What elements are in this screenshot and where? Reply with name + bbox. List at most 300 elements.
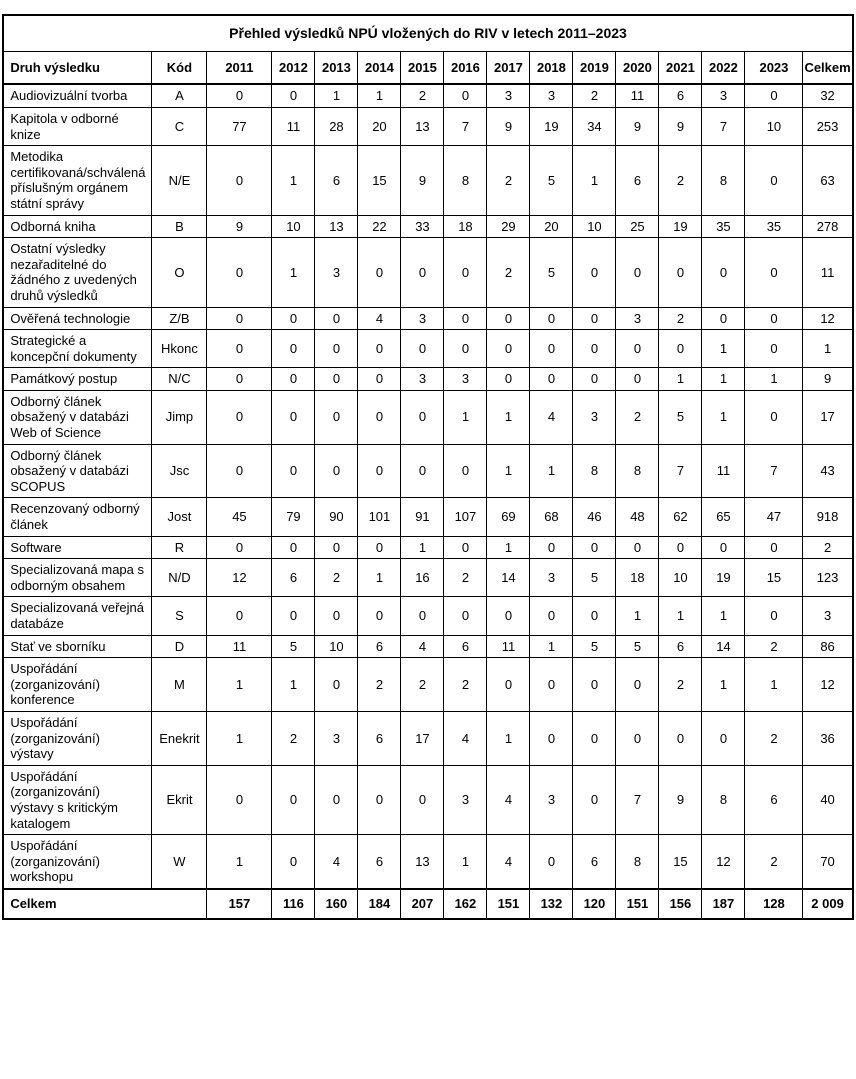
year-value-cell: 0 <box>358 330 401 368</box>
year-value-cell: 1 <box>487 711 530 765</box>
year-value-cell: 0 <box>358 368 401 391</box>
result-type-cell: Ověřená technologie <box>3 307 152 330</box>
year-value-cell: 0 <box>207 146 272 215</box>
total-year-value-cell: 132 <box>530 889 573 919</box>
year-value-cell: 0 <box>315 597 358 635</box>
year-value-cell: 0 <box>659 711 702 765</box>
year-value-cell: 0 <box>444 597 487 635</box>
year-value-cell: 0 <box>315 368 358 391</box>
year-value-cell: 46 <box>573 498 616 536</box>
grand-total-cell: 2 009 <box>803 889 853 919</box>
code-cell: B <box>152 215 207 238</box>
year-value-cell: 0 <box>207 238 272 307</box>
table-row <box>3 238 852 307</box>
year-value-cell: 4 <box>487 765 530 834</box>
year-value-cell: 2 <box>315 559 358 597</box>
year-value-cell: 12 <box>207 559 272 597</box>
year-value-cell: 3 <box>315 711 358 765</box>
year-value-cell: 0 <box>487 307 530 330</box>
table-row <box>3 658 852 712</box>
year-value-cell: 0 <box>207 444 272 498</box>
year-value-cell: 0 <box>745 307 803 330</box>
year-value-cell: 6 <box>659 84 702 107</box>
year-value-cell: 0 <box>315 765 358 834</box>
year-value-cell: 1 <box>358 84 401 107</box>
year-value-cell: 0 <box>444 330 487 368</box>
total-year-value-cell: 116 <box>272 889 315 919</box>
year-value-cell: 5 <box>616 635 659 658</box>
year-value-cell: 0 <box>616 330 659 368</box>
year-value-cell: 0 <box>573 536 616 559</box>
result-type-cell: Recenzovaný odborný článek <box>3 498 152 536</box>
year-value-cell: 0 <box>315 330 358 368</box>
row-total-cell: 918 <box>803 498 853 536</box>
year-value-cell: 0 <box>487 330 530 368</box>
year-value-cell: 0 <box>616 368 659 391</box>
result-type-cell: Památkový postup <box>3 368 152 391</box>
year-value-cell: 13 <box>401 107 444 145</box>
code-cell: N/C <box>152 368 207 391</box>
result-type-cell: Odborný článek obsažený v databázi SCOPUS <box>3 444 152 498</box>
column-header-year-2012: 2012 <box>272 51 315 84</box>
table-row <box>3 146 852 215</box>
code-cell: Jost <box>152 498 207 536</box>
year-value-cell: 1 <box>487 444 530 498</box>
year-value-cell: 1 <box>702 368 745 391</box>
year-value-cell: 0 <box>573 658 616 712</box>
year-value-cell: 4 <box>358 307 401 330</box>
year-value-cell: 0 <box>444 307 487 330</box>
year-value-cell: 9 <box>659 765 702 834</box>
year-value-cell: 5 <box>573 559 616 597</box>
year-value-cell: 5 <box>659 390 702 444</box>
year-value-cell: 1 <box>272 658 315 712</box>
year-value-cell: 0 <box>659 330 702 368</box>
total-year-value-cell: 151 <box>616 889 659 919</box>
year-value-cell: 101 <box>358 498 401 536</box>
year-value-cell: 2 <box>659 658 702 712</box>
result-type-cell: Odborný článek obsažený v databázi Web of Science <box>3 390 152 444</box>
row-total-cell: 278 <box>803 215 853 238</box>
year-value-cell: 0 <box>444 238 487 307</box>
year-value-cell: 2 <box>745 635 803 658</box>
year-value-cell: 9 <box>616 107 659 145</box>
total-label-cell: Celkem <box>3 889 207 919</box>
year-value-cell: 6 <box>444 635 487 658</box>
year-value-cell: 9 <box>401 146 444 215</box>
year-value-cell: 1 <box>530 635 573 658</box>
year-value-cell: 4 <box>315 835 358 889</box>
year-value-cell: 7 <box>616 765 659 834</box>
year-value-cell: 0 <box>401 390 444 444</box>
year-value-cell: 0 <box>745 146 803 215</box>
year-value-cell: 0 <box>315 390 358 444</box>
year-value-cell: 2 <box>444 559 487 597</box>
year-value-cell: 19 <box>702 559 745 597</box>
row-total-cell: 63 <box>803 146 853 215</box>
table-row <box>3 498 852 536</box>
year-value-cell: 0 <box>616 536 659 559</box>
column-header-code: Kód <box>152 51 207 84</box>
year-value-cell: 1 <box>315 84 358 107</box>
row-total-cell: 32 <box>803 84 853 107</box>
year-value-cell: 9 <box>659 107 702 145</box>
total-year-value-cell: 128 <box>745 889 803 919</box>
code-cell: R <box>152 536 207 559</box>
year-value-cell: 0 <box>573 307 616 330</box>
year-value-cell: 0 <box>487 368 530 391</box>
total-year-value-cell: 160 <box>315 889 358 919</box>
year-value-cell: 3 <box>401 307 444 330</box>
row-total-cell: 123 <box>803 559 853 597</box>
result-type-cell: Specializovaná veřejná databáze <box>3 597 152 635</box>
year-value-cell: 13 <box>315 215 358 238</box>
year-value-cell: 1 <box>702 330 745 368</box>
year-value-cell: 68 <box>530 498 573 536</box>
code-cell: N/E <box>152 146 207 215</box>
year-value-cell: 6 <box>616 146 659 215</box>
year-value-cell: 5 <box>272 635 315 658</box>
row-total-cell: 86 <box>803 635 853 658</box>
year-value-cell: 0 <box>401 765 444 834</box>
result-type-cell: Stať ve sborníku <box>3 635 152 658</box>
year-value-cell: 0 <box>530 711 573 765</box>
table-row <box>3 330 852 368</box>
year-value-cell: 1 <box>207 711 272 765</box>
year-value-cell: 3 <box>444 765 487 834</box>
row-total-cell: 3 <box>803 597 853 635</box>
year-value-cell: 0 <box>315 536 358 559</box>
year-value-cell: 15 <box>659 835 702 889</box>
year-value-cell: 0 <box>616 238 659 307</box>
year-value-cell: 3 <box>530 765 573 834</box>
year-value-cell: 4 <box>444 711 487 765</box>
total-year-value-cell: 162 <box>444 889 487 919</box>
year-value-cell: 0 <box>207 330 272 368</box>
year-value-cell: 1 <box>487 390 530 444</box>
year-value-cell: 0 <box>207 536 272 559</box>
table-row <box>3 536 852 559</box>
year-value-cell: 1 <box>444 835 487 889</box>
year-value-cell: 10 <box>573 215 616 238</box>
year-value-cell: 3 <box>401 368 444 391</box>
table-row <box>3 84 852 107</box>
year-value-cell: 0 <box>207 765 272 834</box>
year-value-cell: 0 <box>401 597 444 635</box>
year-value-cell: 0 <box>530 330 573 368</box>
row-total-cell: 36 <box>803 711 853 765</box>
year-value-cell: 65 <box>702 498 745 536</box>
year-value-cell: 6 <box>272 559 315 597</box>
year-value-cell: 0 <box>530 368 573 391</box>
year-value-cell: 2 <box>444 658 487 712</box>
result-type-cell: Strategické a koncepční dokumenty <box>3 330 152 368</box>
column-header-result-type: Druh výsledku <box>3 51 152 84</box>
year-value-cell: 1 <box>659 368 702 391</box>
row-total-cell: 9 <box>803 368 853 391</box>
year-value-cell: 0 <box>702 536 745 559</box>
year-value-cell: 0 <box>358 597 401 635</box>
year-value-cell: 19 <box>659 215 702 238</box>
year-value-cell: 3 <box>573 390 616 444</box>
code-cell: S <box>152 597 207 635</box>
column-header-year-2015: 2015 <box>401 51 444 84</box>
year-value-cell: 0 <box>573 711 616 765</box>
year-value-cell: 0 <box>272 368 315 391</box>
year-value-cell: 0 <box>530 658 573 712</box>
year-value-cell: 0 <box>444 84 487 107</box>
code-cell: Hkonc <box>152 330 207 368</box>
year-value-cell: 10 <box>659 559 702 597</box>
year-value-cell: 3 <box>315 238 358 307</box>
year-value-cell: 35 <box>745 215 803 238</box>
code-cell: Enekrit <box>152 711 207 765</box>
year-value-cell: 9 <box>487 107 530 145</box>
column-header-year-2011: 2011 <box>207 51 272 84</box>
code-cell: Jimp <box>152 390 207 444</box>
year-value-cell: 7 <box>702 107 745 145</box>
year-value-cell: 11 <box>487 635 530 658</box>
title-row <box>3 15 852 51</box>
row-total-cell: 17 <box>803 390 853 444</box>
year-value-cell: 13 <box>401 835 444 889</box>
table-row <box>3 635 852 658</box>
total-year-value-cell: 184 <box>358 889 401 919</box>
result-type-cell: Uspořádání (zorganizování) konference <box>3 658 152 712</box>
year-value-cell: 0 <box>573 765 616 834</box>
year-value-cell: 0 <box>745 597 803 635</box>
row-total-cell: 12 <box>803 307 853 330</box>
year-value-cell: 5 <box>530 238 573 307</box>
year-value-cell: 8 <box>616 835 659 889</box>
column-header-year-2022: 2022 <box>702 51 745 84</box>
total-row <box>3 889 852 919</box>
year-value-cell: 11 <box>272 107 315 145</box>
year-value-cell: 47 <box>745 498 803 536</box>
table-row <box>3 107 852 145</box>
year-value-cell: 8 <box>702 146 745 215</box>
year-value-cell: 2 <box>272 711 315 765</box>
year-value-cell: 11 <box>207 635 272 658</box>
column-header-year-2019: 2019 <box>573 51 616 84</box>
year-value-cell: 0 <box>745 84 803 107</box>
table-row <box>3 835 852 889</box>
total-year-value-cell: 157 <box>207 889 272 919</box>
year-value-cell: 90 <box>315 498 358 536</box>
year-value-cell: 20 <box>358 107 401 145</box>
code-cell: D <box>152 635 207 658</box>
year-value-cell: 29 <box>487 215 530 238</box>
year-value-cell: 2 <box>573 84 616 107</box>
year-value-cell: 3 <box>702 84 745 107</box>
year-value-cell: 0 <box>207 390 272 444</box>
table-row <box>3 765 852 834</box>
table-row <box>3 390 852 444</box>
column-header-row <box>3 51 852 84</box>
year-value-cell: 5 <box>530 146 573 215</box>
year-value-cell: 0 <box>745 390 803 444</box>
year-value-cell: 10 <box>272 215 315 238</box>
year-value-cell: 14 <box>487 559 530 597</box>
year-value-cell: 16 <box>401 559 444 597</box>
result-type-cell: Software <box>3 536 152 559</box>
code-cell: Ekrit <box>152 765 207 834</box>
year-value-cell: 3 <box>616 307 659 330</box>
year-value-cell: 1 <box>401 536 444 559</box>
year-value-cell: 2 <box>745 835 803 889</box>
column-header-year-2016: 2016 <box>444 51 487 84</box>
year-value-cell: 0 <box>745 330 803 368</box>
year-value-cell: 1 <box>272 146 315 215</box>
year-value-cell: 0 <box>401 238 444 307</box>
year-value-cell: 18 <box>616 559 659 597</box>
year-value-cell: 17 <box>401 711 444 765</box>
year-value-cell: 62 <box>659 498 702 536</box>
code-cell: A <box>152 84 207 107</box>
year-value-cell: 91 <box>401 498 444 536</box>
year-value-cell: 69 <box>487 498 530 536</box>
year-value-cell: 0 <box>358 765 401 834</box>
year-value-cell: 0 <box>272 597 315 635</box>
code-cell: Jsc <box>152 444 207 498</box>
year-value-cell: 0 <box>207 597 272 635</box>
year-value-cell: 2 <box>487 146 530 215</box>
year-value-cell: 1 <box>616 597 659 635</box>
year-value-cell: 6 <box>315 146 358 215</box>
year-value-cell: 107 <box>444 498 487 536</box>
year-value-cell: 10 <box>745 107 803 145</box>
year-value-cell: 33 <box>401 215 444 238</box>
column-header-year-2013: 2013 <box>315 51 358 84</box>
year-value-cell: 15 <box>745 559 803 597</box>
year-value-cell: 0 <box>659 238 702 307</box>
total-year-value-cell: 187 <box>702 889 745 919</box>
year-value-cell: 0 <box>272 307 315 330</box>
column-header-total: Celkem <box>803 51 853 84</box>
result-type-cell: Metodika certifikovaná/schválená příslušným orgánem státní správy <box>3 146 152 215</box>
table-row <box>3 368 852 391</box>
total-year-value-cell: 120 <box>573 889 616 919</box>
row-total-cell: 43 <box>803 444 853 498</box>
year-value-cell: 0 <box>616 711 659 765</box>
year-value-cell: 1 <box>207 658 272 712</box>
year-value-cell: 20 <box>530 215 573 238</box>
year-value-cell: 6 <box>358 635 401 658</box>
year-value-cell: 35 <box>702 215 745 238</box>
row-total-cell: 40 <box>803 765 853 834</box>
year-value-cell: 8 <box>616 444 659 498</box>
year-value-cell: 1 <box>272 238 315 307</box>
year-value-cell: 6 <box>745 765 803 834</box>
year-value-cell: 4 <box>530 390 573 444</box>
year-value-cell: 11 <box>616 84 659 107</box>
year-value-cell: 2 <box>616 390 659 444</box>
year-value-cell: 0 <box>702 307 745 330</box>
year-value-cell: 0 <box>659 536 702 559</box>
row-total-cell: 2 <box>803 536 853 559</box>
result-type-cell: Kapitola v odborné knize <box>3 107 152 145</box>
year-value-cell: 0 <box>573 238 616 307</box>
year-value-cell: 0 <box>573 597 616 635</box>
year-value-cell: 1 <box>358 559 401 597</box>
table-title: Přehled výsledků NPÚ vložených do RIV v letech 2011–2023 <box>3 15 852 51</box>
total-year-value-cell: 207 <box>401 889 444 919</box>
code-cell: W <box>152 835 207 889</box>
year-value-cell: 0 <box>272 765 315 834</box>
column-header-year-2020: 2020 <box>616 51 659 84</box>
year-value-cell: 0 <box>207 368 272 391</box>
year-value-cell: 0 <box>401 330 444 368</box>
year-value-cell: 0 <box>315 444 358 498</box>
year-value-cell: 0 <box>315 307 358 330</box>
year-value-cell: 7 <box>444 107 487 145</box>
year-value-cell: 1 <box>573 146 616 215</box>
year-value-cell: 6 <box>573 835 616 889</box>
row-total-cell: 70 <box>803 835 853 889</box>
code-cell: M <box>152 658 207 712</box>
column-header-year-2023: 2023 <box>745 51 803 84</box>
year-value-cell: 34 <box>573 107 616 145</box>
result-type-cell: Specializovaná mapa s odborným obsahem <box>3 559 152 597</box>
year-value-cell: 4 <box>401 635 444 658</box>
year-value-cell: 8 <box>444 146 487 215</box>
code-cell: Z/B <box>152 307 207 330</box>
year-value-cell: 5 <box>573 635 616 658</box>
year-value-cell: 0 <box>358 536 401 559</box>
year-value-cell: 0 <box>487 658 530 712</box>
year-value-cell: 0 <box>272 835 315 889</box>
year-value-cell: 2 <box>401 658 444 712</box>
year-value-cell: 6 <box>358 835 401 889</box>
year-value-cell: 0 <box>745 536 803 559</box>
year-value-cell: 15 <box>358 146 401 215</box>
year-value-cell: 14 <box>702 635 745 658</box>
year-value-cell: 4 <box>487 835 530 889</box>
year-value-cell: 1 <box>745 658 803 712</box>
year-value-cell: 1 <box>659 597 702 635</box>
year-value-cell: 0 <box>315 658 358 712</box>
year-value-cell: 0 <box>573 368 616 391</box>
year-value-cell: 0 <box>487 597 530 635</box>
year-value-cell: 0 <box>272 444 315 498</box>
row-total-cell: 11 <box>803 238 853 307</box>
result-type-cell: Uspořádání (zorganizování) workshopu <box>3 835 152 889</box>
total-year-value-cell: 156 <box>659 889 702 919</box>
year-value-cell: 10 <box>315 635 358 658</box>
year-value-cell: 0 <box>207 307 272 330</box>
year-value-cell: 0 <box>616 658 659 712</box>
year-value-cell: 11 <box>702 444 745 498</box>
result-type-cell: Odborná kniha <box>3 215 152 238</box>
table-row <box>3 215 852 238</box>
year-value-cell: 1 <box>702 597 745 635</box>
column-header-year-2018: 2018 <box>530 51 573 84</box>
year-value-cell: 8 <box>573 444 616 498</box>
year-value-cell: 3 <box>530 84 573 107</box>
riv-results-table <box>2 14 853 920</box>
year-value-cell: 3 <box>444 368 487 391</box>
year-value-cell: 0 <box>272 390 315 444</box>
year-value-cell: 1 <box>530 444 573 498</box>
year-value-cell: 0 <box>702 711 745 765</box>
table-row <box>3 559 852 597</box>
year-value-cell: 0 <box>358 444 401 498</box>
column-header-year-2014: 2014 <box>358 51 401 84</box>
year-value-cell: 0 <box>530 536 573 559</box>
year-value-cell: 3 <box>530 559 573 597</box>
table-row <box>3 597 852 635</box>
year-value-cell: 9 <box>207 215 272 238</box>
